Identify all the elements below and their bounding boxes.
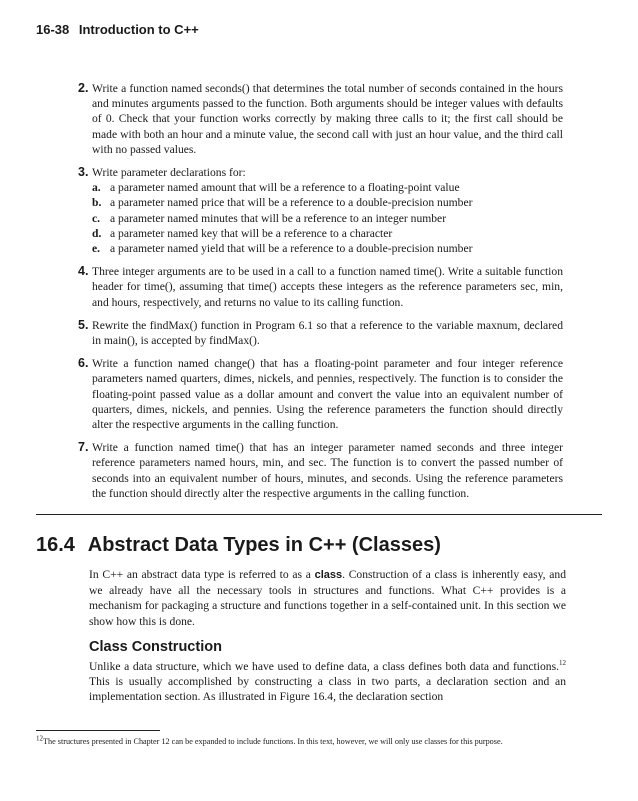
subitem-text: a parameter named yield that will be a reference to a double-precision number xyxy=(110,242,473,256)
subitem-text: a parameter named key that will be a reference to a character xyxy=(110,226,393,240)
exercise-number: 4. xyxy=(78,264,89,279)
body-text-end: This is usually accomplished by constructing a class in two parts, a declaration section and an implementation section. As illustrated in Figure 16.4, the declaration section xyxy=(89,675,566,704)
footnote xyxy=(36,734,606,747)
body-text-start: Unlike a data structure, which we have used to define data, a class defines both data and functions. xyxy=(89,660,559,673)
footnote-marker: 12 xyxy=(36,734,43,743)
exercise-number: 3. xyxy=(78,165,89,180)
section-heading xyxy=(36,534,441,557)
subitem-b xyxy=(92,195,563,210)
subitem-label: c. xyxy=(92,211,101,225)
subsection-heading: Class Construction xyxy=(89,639,222,655)
exercise-6 xyxy=(68,356,563,432)
page-number: 16-38 xyxy=(36,22,70,37)
subitem-label: a. xyxy=(92,181,101,195)
exercise-4 xyxy=(68,264,563,310)
intro-text-start: In C++ an abstract data type is referred to as a xyxy=(89,568,315,581)
body-paragraph xyxy=(89,659,566,705)
footnote-text: The structures presented in Chapter 12 can be expanded to include functions. In this text, however, we will only use classes for this purpose. xyxy=(43,737,503,746)
exercise-text: Write parameter declarations for: xyxy=(92,166,246,180)
section-divider xyxy=(36,514,602,515)
footnote-ref: 12 xyxy=(559,659,566,668)
subitem-d xyxy=(92,226,563,241)
subitem-text: a parameter named amount that will be a reference to a floating-point value xyxy=(110,181,460,195)
section-intro-paragraph xyxy=(89,567,566,629)
term-class: class xyxy=(314,569,343,581)
subitem-a xyxy=(92,180,563,195)
page-header xyxy=(36,22,606,37)
subitem-text: a parameter named minutes that will be a reference to an integer number xyxy=(110,211,447,225)
exercise-number: 5. xyxy=(78,317,89,332)
exercise-2 xyxy=(68,81,563,157)
exercise-text: Three integer arguments are to be used in a call to a function named time(). Write a suitable function header for time(), assuming that time() accepts these integers as the reference parameters sec, min, and hours, respectively, and returns no value to its calling function. xyxy=(92,265,563,309)
exercise-3 xyxy=(68,165,563,256)
subitem-text: a parameter named price that will be a reference to a double-precision number xyxy=(110,196,473,210)
subitem-label: e. xyxy=(92,242,101,256)
subitem-e xyxy=(92,241,563,256)
subitem-label: d. xyxy=(92,226,102,240)
exercise-text: Write a function named time() that has an integer parameter named seconds and three integer reference parameters named hours, min, and sec. The function is to convert the passed number of seconds into an equivalent number of hours, minutes, and seconds. Using the reference parameters the function should directly alter the respective arguments in the calling function. xyxy=(92,441,563,500)
footnote-rule xyxy=(36,730,160,731)
exercise-number: 2. xyxy=(78,81,89,95)
exercise-7 xyxy=(68,440,563,501)
exercise-text: Rewrite the findMax() function in Program 6.1 so that a reference to the variable maxnum, declared in main(), is accepted by findMax(). xyxy=(92,318,563,348)
exercise-text: Write a function named seconds() that determines the total number of seconds contained in the hours and minutes arguments passed to the function. Both arguments should be integer values with defaults of 0. Check that your function works correctly by making three calls to it; the first call should be made with both an hour and a minute value, the second call with just an hour value, and the third call with no passed values. xyxy=(92,82,563,156)
exercise-number: 6. xyxy=(78,356,89,371)
section-number: 16.4 xyxy=(36,534,75,556)
intro-text-end: . Construction of a class is inherently easy, and we already have all the necessary tools in structures and functions. What C++ provides is a mechanism for packaging a structure and functions together in a self-contained unit. In this section we show how this is done. xyxy=(89,568,566,628)
section-title: Abstract Data Types in C++ (Classes) xyxy=(87,534,441,556)
subitem-label: b. xyxy=(92,196,102,210)
exercise-list xyxy=(68,81,563,509)
exercise-text: Write a function named change() that has a floating-point parameter and four integer reference parameters named quarters, dimes, nickels, and pennies, respectively. The function is to consider the floating-point passed value as a dollar amount and convert the value into an equivalent number of quarters, dimes, nickels, and pennies. Using the reference parameters the function should directly alter the respective arguments in the calling function. xyxy=(92,357,563,432)
running-title: Introduction to C++ xyxy=(78,22,199,37)
exercise-number: 7. xyxy=(78,440,89,455)
subitem-c xyxy=(92,211,563,226)
exercise-5 xyxy=(68,318,563,348)
